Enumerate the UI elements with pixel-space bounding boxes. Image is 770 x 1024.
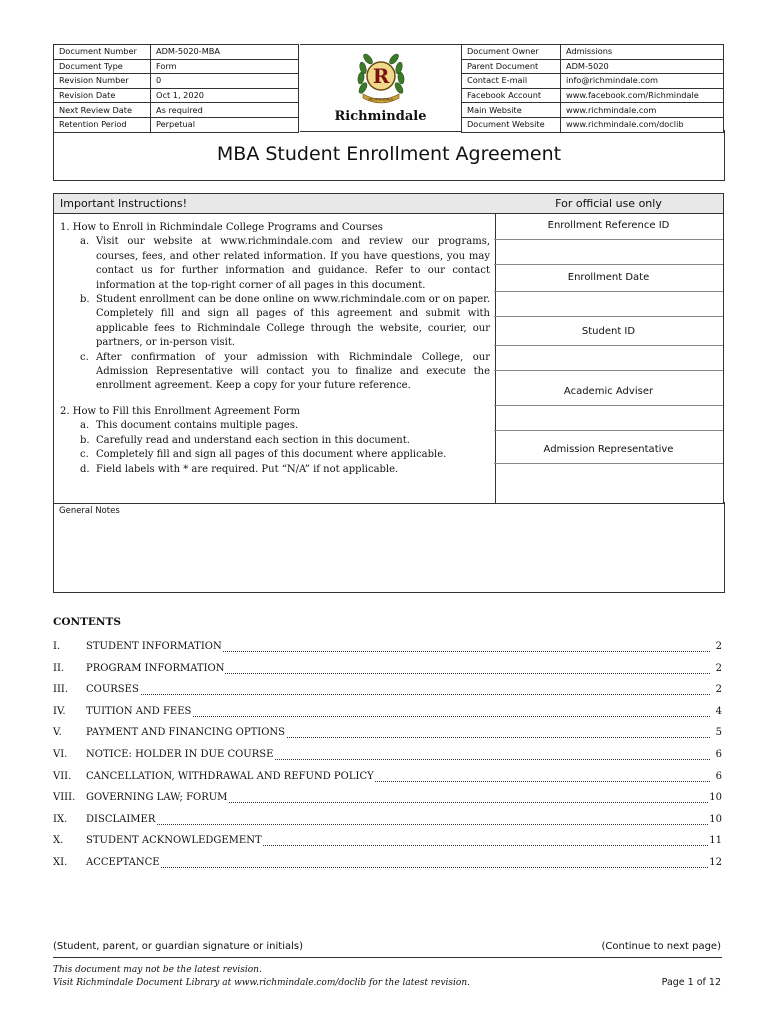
document-info-value: Oct 1, 2020: [151, 88, 299, 103]
toc-entry[interactable]: [53, 684, 722, 698]
contact-info-label: Document Website: [462, 117, 561, 132]
toc-entry[interactable]: [53, 814, 722, 828]
document-info-value: Perpetual: [151, 117, 299, 132]
toc-number: III.: [53, 684, 69, 696]
instruction-item: [60, 293, 490, 351]
document-info-row: [54, 45, 299, 60]
instruction-item-letter: b.: [80, 434, 90, 446]
toc-label: COURSES: [86, 684, 139, 696]
instruction-item-text: Visit our website at www.richmindale.com and review our programs, courses, fees, and other related information. If you have questions, you may contact us for further information and guidance. Refer to our contact information at the top-right corner of all pages in this document.: [96, 236, 490, 291]
instruction-item-text: Completely fill and sign all pages of this document where applicable.: [96, 449, 447, 461]
contact-info-value: ADM-5020: [561, 59, 724, 74]
contact-info-label: Main Website: [462, 103, 561, 118]
toc-number: IX.: [53, 813, 68, 825]
document-info-value: 0: [151, 74, 299, 89]
contact-info-value: www.richmindale.com/doclib: [561, 117, 724, 132]
toc-entry[interactable]: [53, 641, 722, 655]
instruction-item-letter: b.: [80, 294, 90, 306]
instruction-item: [60, 351, 490, 394]
toc-page-number: 2: [715, 641, 722, 652]
toc-label: GOVERNING LAW; FORUM: [86, 792, 228, 804]
instruction-item: [60, 448, 490, 462]
official-field-label: Student ID: [581, 326, 636, 337]
document-info-label: Revision Date: [54, 88, 151, 103]
contact-info-value: info@richmindale.com: [561, 74, 724, 89]
official-field-divider: [494, 264, 723, 265]
document-info-label: Revision Number: [54, 74, 151, 89]
toc-label: STUDENT INFORMATION: [86, 641, 222, 652]
contact-info-row: [462, 74, 724, 89]
general-notes-label: General Notes: [59, 506, 120, 516]
document-info-row: [54, 74, 299, 89]
contents-title: CONTENTS: [53, 616, 121, 628]
toc-page-number: 2: [715, 662, 722, 674]
continue-note: (Continue to next page): [601, 941, 721, 952]
document-info-row: [54, 103, 299, 118]
toc-leader-dots: [86, 694, 710, 695]
document-info-label: Document Type: [54, 59, 151, 74]
instruction-item-letter: c.: [80, 449, 89, 461]
document-info-table: [53, 44, 299, 133]
toc-label: TUITION AND FEES: [86, 705, 192, 717]
contact-info-label: Contact E-mail: [462, 74, 561, 89]
toc-page-number: 6: [715, 770, 722, 782]
toc-entry[interactable]: [53, 706, 722, 720]
page-number: Page 1 of 12: [661, 977, 721, 988]
toc-number: IV.: [53, 705, 66, 717]
toc-number: VI.: [53, 749, 68, 760]
richmindale-crest-logo: [355, 48, 407, 106]
logo-letter: R: [372, 64, 390, 88]
official-field-divider: [494, 316, 723, 317]
toc-page-number: 6: [715, 749, 722, 760]
document-info-row: [54, 88, 299, 103]
contact-info-row: [462, 103, 724, 118]
instruction-item: [60, 419, 490, 433]
contact-info-label: Parent Document: [462, 59, 561, 74]
toc-label: CANCELLATION, WITHDRAWAL AND REFUND POLICY: [86, 770, 374, 782]
toc-entry[interactable]: [53, 857, 722, 871]
toc-page-number: 12: [709, 857, 722, 868]
toc-number: VII.: [53, 770, 72, 782]
official-field-input[interactable]: [494, 405, 723, 406]
revision-note: [53, 964, 470, 990]
official-field-label: Admission Representative: [543, 444, 674, 455]
contact-info-label: Document Owner: [462, 45, 561, 60]
contact-info-row: [462, 45, 724, 60]
general-notes-field[interactable]: [53, 502, 725, 593]
revision-note-line-1: This document may not be the latest revision.: [53, 965, 262, 975]
toc-number: VIII.: [53, 792, 76, 804]
document-info-row: [54, 59, 299, 74]
toc-leader-dots: [86, 824, 710, 825]
toc-number: II.: [53, 662, 65, 674]
toc-leader-dots: [86, 867, 710, 868]
toc-entry[interactable]: [53, 749, 722, 763]
toc-label: DISCLAIMER: [86, 813, 156, 825]
instruction-item-text: Carefully read and understand each section in this document.: [96, 434, 410, 446]
revision-note-line-2: Visit Richmindale Document Library at www.richmindale.com/doclib for the latest revision.: [53, 978, 470, 988]
official-field-label: Enrollment Reference ID: [547, 220, 670, 231]
document-info-value: Form: [151, 59, 299, 74]
instruction-item-text: Student enrollment can be done online on www.richmindale.com or on paper. Completely fill and sign all pages of this agreement and submit with applicable fees to Richmindale College through the website, courier, our partners, or in-person visit.: [96, 294, 490, 349]
instruction-item: [60, 434, 490, 448]
toc-entry[interactable]: [53, 792, 722, 806]
instruction-item-letter: c.: [80, 351, 89, 363]
toc-page-number: 5: [715, 727, 722, 739]
instruction-item-text: After confirmation of your admission with Richmindale College, our Admission Representative will contact you to finalize and execute the enrollment agreement. Keep a copy for your future reference.: [96, 351, 490, 392]
toc-page-number: 4: [715, 705, 722, 717]
official-field-input[interactable]: [494, 463, 723, 464]
official-field-input[interactable]: [494, 345, 723, 346]
instructions-heading: Important Instructions!: [60, 197, 188, 210]
contact-info-table: [461, 44, 724, 133]
toc-entry[interactable]: [53, 835, 722, 849]
official-use-panel: [494, 193, 724, 504]
official-field-label: Academic Adviser: [563, 386, 654, 397]
instruction-item-text: Field labels with * are required. Put “N/A” if not applicable.: [96, 463, 399, 475]
official-field-divider: [494, 370, 723, 371]
toc-label: PAYMENT AND FINANCING OPTIONS: [86, 727, 286, 739]
document-info-label: Document Number: [54, 45, 151, 60]
logo-name: Richmindale: [334, 109, 427, 124]
toc-label: NOTICE: HOLDER IN DUE COURSE: [86, 749, 274, 760]
contact-info-value: Admissions: [561, 45, 724, 60]
instructions-body: [60, 221, 490, 477]
page-title: MBA Student Enrollment Agreement: [216, 143, 562, 165]
toc-number: I.: [53, 641, 61, 652]
toc-number: XI.: [53, 857, 68, 868]
official-field-input[interactable]: [494, 239, 723, 240]
official-use-heading: For official use only: [494, 194, 723, 214]
instruction-item: [60, 235, 490, 293]
toc-entry[interactable]: [53, 727, 722, 741]
contact-info-label: Facebook Account: [462, 88, 561, 103]
contact-info-row: [462, 59, 724, 74]
instruction-item-text: This document contains multiple pages.: [96, 420, 299, 432]
instruction-item-letter: d.: [80, 463, 90, 475]
instructions-panel: [53, 193, 496, 504]
official-field-input[interactable]: [494, 291, 723, 292]
footer-divider: [53, 957, 722, 958]
toc-number: X.: [53, 835, 64, 847]
document-info-label: Next Review Date: [54, 103, 151, 118]
instruction-section-title: 1. How to Enroll in Richmindale College Programs and Courses: [60, 222, 383, 233]
official-field-label: Enrollment Date: [567, 272, 650, 283]
instruction-section-title: 2. How to Fill this Enrollment Agreement Form: [60, 405, 301, 417]
toc-label: ACCEPTANCE: [86, 857, 160, 868]
toc-page-number: 10: [709, 792, 722, 804]
logo-ribbon-text: RICHMINDALE: [368, 97, 394, 102]
instruction-item-letter: a.: [80, 420, 90, 432]
contact-info-row: [462, 88, 724, 103]
toc-label: PROGRAM INFORMATION: [86, 662, 225, 674]
instruction-item: [60, 463, 490, 477]
document-info-label: Retention Period: [54, 117, 151, 132]
toc-entry[interactable]: [53, 663, 722, 677]
toc-number: V.: [53, 727, 62, 739]
document-info-value: As required: [151, 103, 299, 118]
toc-page-number: 2: [715, 684, 722, 696]
official-field-divider: [494, 430, 723, 431]
toc-entry[interactable]: [53, 771, 722, 785]
instructions-header: [54, 194, 495, 214]
contact-info-value: www.facebook.com/Richmindale: [561, 88, 724, 103]
toc-page-number: 10: [709, 813, 722, 825]
document-info-value: ADM-5020-MBA: [151, 45, 299, 60]
signature-note: (Student, parent, or guardian signature or initials): [53, 941, 303, 952]
toc-page-number: 11: [709, 835, 722, 847]
instruction-item-letter: a.: [80, 236, 90, 248]
title-box: [53, 130, 725, 181]
toc-label: STUDENT ACKNOWLEDGEMENT: [86, 835, 262, 847]
logo-block: [300, 44, 461, 132]
contact-info-value: www.richmindale.com: [561, 103, 724, 118]
